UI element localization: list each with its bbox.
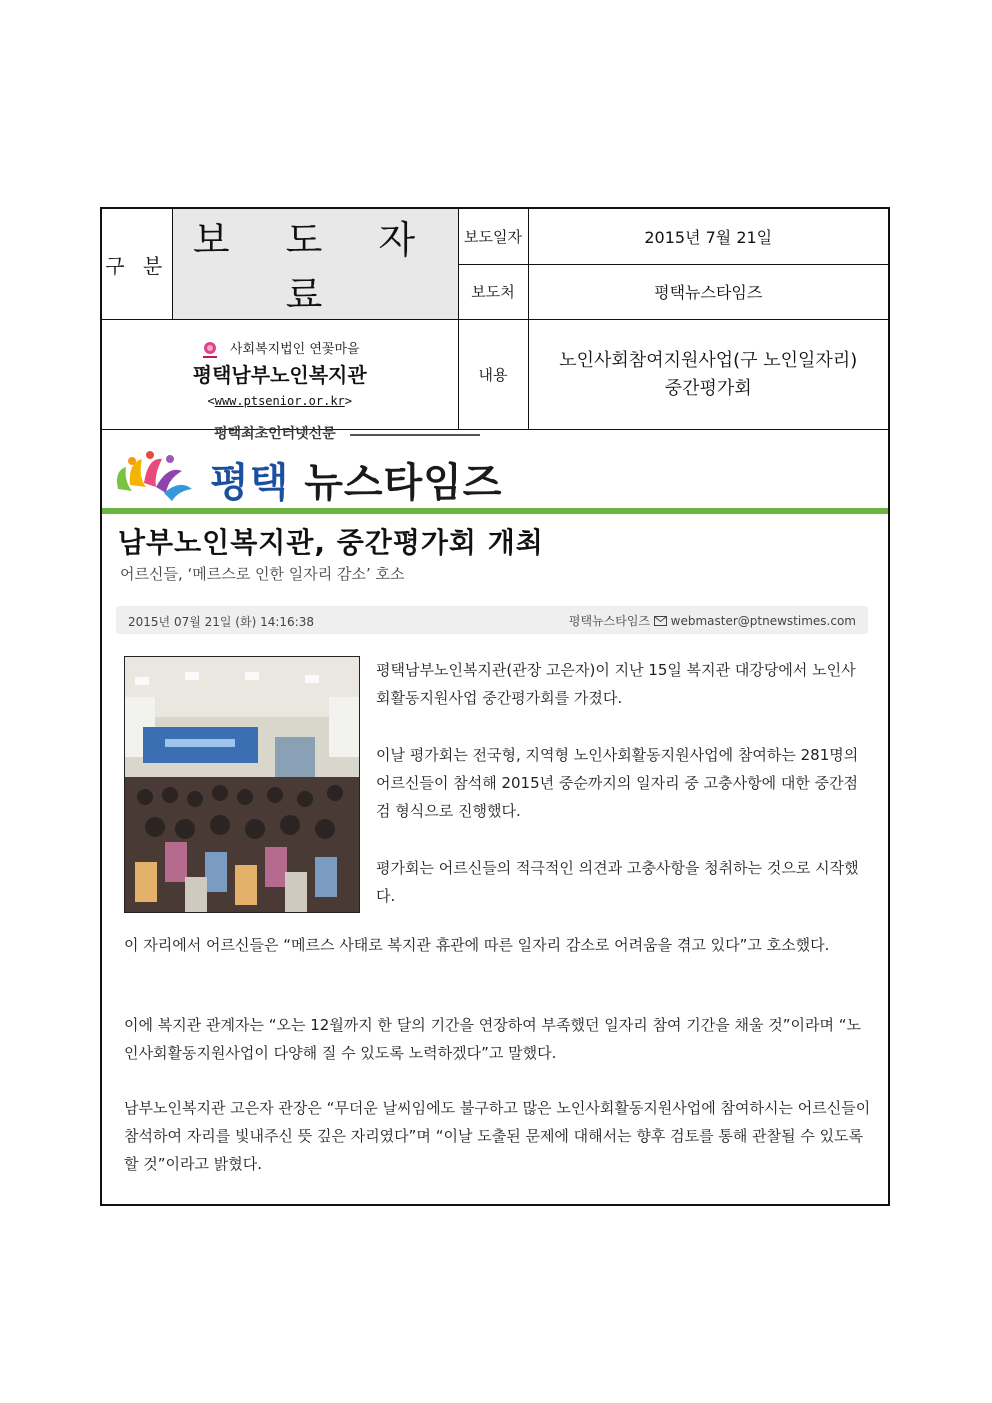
masthead-name [210, 451, 502, 508]
header-table [102, 209, 888, 430]
article-headline: 남부노인복지관, 중간평가회 개최 [118, 526, 544, 559]
date-label: 보도일자 [458, 209, 528, 264]
flower-logo-icon [110, 449, 196, 505]
article-email[interactable]: webmaster@ptnewstimes.com [670, 614, 856, 628]
masthead-tagline: 평택최초인터넷신문 [214, 426, 336, 442]
article-paragraph-6: 남부노인복지관 고은자 관장은 “무더운 날씨임에도 불구하고 많은 노인사회활동지원사업에 참여하시는 어르신들이 참석하여 자리를 빛내주신 뜻 깊은 자리였다”며 “이날 도출된 문제에 대해서는 향후 검토를 통해 관찰될 수 있도록 할 것”이라고 밝혔다. [124, 1099, 871, 1173]
gubun-label: 구 분 [102, 209, 172, 320]
article-paragraph-3: 평가회는 어르신들의 적극적인 의견과 고충사항을 청취하는 것으로 시작했다. [376, 859, 859, 905]
masthead-rule [350, 434, 480, 436]
content-line-1: 노인사회참여지원사업(구 노인일자리) [559, 349, 858, 371]
article-source-name: 평택뉴스타임즈 [568, 614, 651, 628]
article-source [569, 612, 856, 629]
content-line-2: 중간평가회 [664, 377, 752, 399]
article-paragraph-5: 이에 복지관 관계자는 “오는 12월까지 한 달의 기간을 연장하여 부족했던 일자리 참여 기간을 채울 것”이라며 “노인사회활동지원사업이 다양해 질 수 있도록 노력하겠다”고 말했다. [124, 1016, 861, 1062]
masthead-name-city: 평택 [210, 460, 290, 506]
press-release-frame [100, 207, 890, 1206]
masthead-name-brand: 뉴스타임즈 [304, 460, 503, 506]
outlet-label: 보도처 [458, 264, 528, 319]
newspaper-masthead [110, 409, 888, 519]
article-datetime: 2015년 07월 21일 (화) 14:16:38 [128, 615, 314, 629]
event-photo [124, 656, 360, 913]
masthead-divider [102, 508, 888, 514]
document-title: 보 도 자 료 [172, 209, 458, 320]
lotus-logo-icon [200, 340, 220, 360]
article-paragraph-4: 이 자리에서 어르신들은 “메르스 사태로 복지관 휴관에 따른 일자리 감소로 어려움을 겪고 있다”고 호소했다. [124, 936, 830, 954]
article-subhead: 어르신들, ‘메르스로 인한 일자리 감소’ 호소 [120, 565, 405, 583]
org-parent: 사회복지법인 연꽃마을 [229, 342, 360, 358]
mail-icon [654, 616, 667, 626]
outlet-value: 평택뉴스타임즈 [528, 264, 888, 319]
date-value: 2015년 7월 21일 [528, 209, 888, 264]
article-meta-bar [116, 606, 868, 634]
org-url-link[interactable]: www.ptsenior.or.kr [214, 393, 345, 408]
article-paragraph-1: 평택남부노인복지관(관장 고은자)이 지난 15일 복지관 대강당에서 노인사회활동지원사업 중간평가회를 가졌다. [376, 661, 856, 707]
content-label: 내용 [458, 320, 528, 430]
url-bracket-close: > [344, 393, 352, 408]
org-name: 평택남부노인복지관 [192, 362, 367, 387]
url-bracket-open: < [207, 393, 215, 408]
event-photo-image [125, 657, 359, 912]
article-paragraph-2: 이날 평가회는 전국형, 지역형 노인사회활동지원사업에 참여하는 281명의 어르신들이 참석해 2015년 중순까지의 일자리 중 고충사항에 대한 중간점검 형식으로 진행했다. [376, 746, 859, 820]
org-url-line [102, 393, 458, 409]
